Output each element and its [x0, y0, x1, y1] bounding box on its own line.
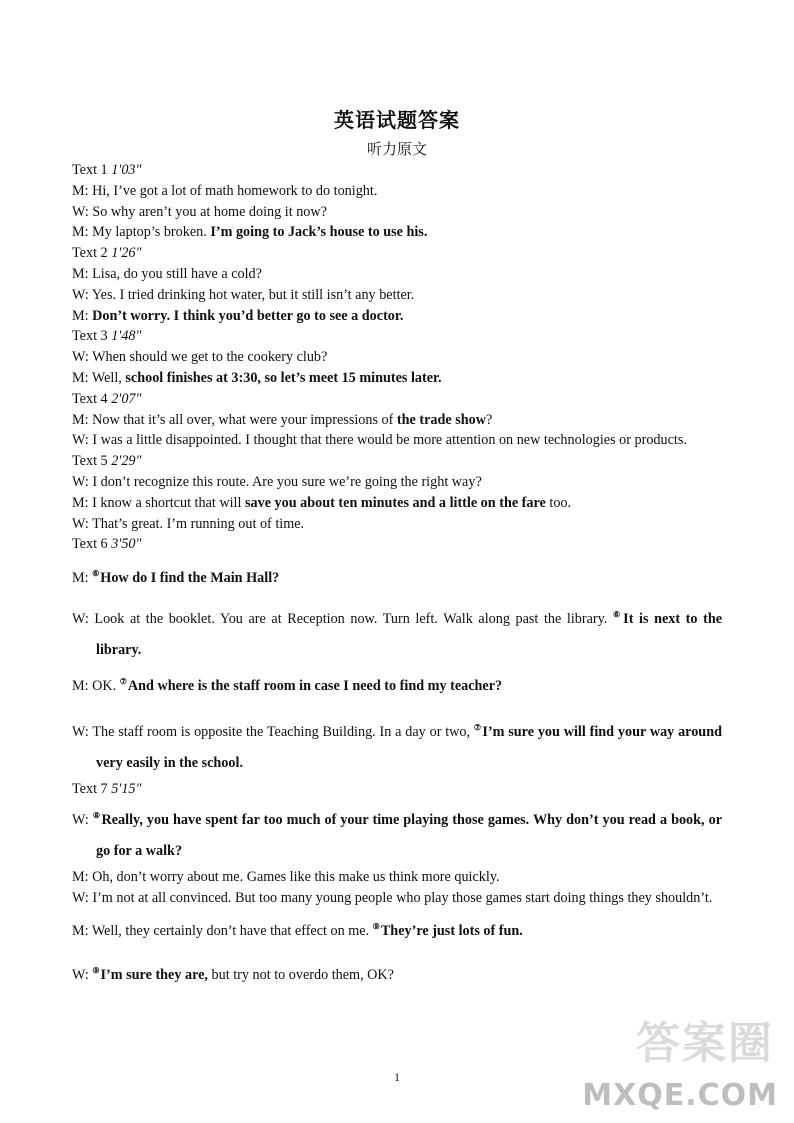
question-marker: ⑨ — [92, 966, 100, 976]
dialogue-line: W: Look at the booklet. You are at Reception now. Turn left. Walk along past the library. ⑥It is next to the library. — [72, 609, 723, 658]
transcript-body — [72, 160, 722, 986]
question-marker: ⑦ — [119, 676, 127, 686]
dialogue-line: M: Don’t worry. I think you’d better go to see a doctor. — [72, 307, 404, 324]
question-marker: ⑥ — [612, 609, 623, 619]
question-marker: ⑧ — [92, 810, 101, 820]
page-number: 1 — [394, 1070, 400, 1084]
page-subtitle: 听力原文 — [366, 140, 427, 158]
dialogue-line: M: ⑥How do I find the Main Hall? — [72, 569, 280, 587]
section-label-text-5: Text 5 2'29" — [72, 453, 142, 470]
dialogue-line: W: ⑧Really, you have spent far too much of your time playing those games. Why don’t you read a book, or go for a walk? — [72, 810, 723, 859]
section-label-text-4: Text 4 2'07" — [72, 390, 142, 407]
section-label-text-6: Text 6 3'50" — [72, 536, 142, 553]
dialogue-line: W: I was a little disappointed. I thought that there would be more attention on new technologies or products. — [72, 432, 687, 449]
dialogue-line: W: Yes. I tried drinking hot water, but it still isn’t any better. — [72, 286, 415, 303]
dialogue-line: W: I don’t recognize this route. Are you sure we’re going the right way? — [72, 473, 482, 490]
dialogue-line: W: So why aren’t you at home doing it now? — [72, 203, 327, 220]
dialogue-line: W: When should we get to the cookery club? — [72, 349, 328, 366]
section-label-text-2: Text 2 1'26" — [72, 245, 142, 262]
watermark-text: MXQE.COM — [582, 1078, 778, 1113]
dialogue-line: W: ⑨I’m sure they are, but try not to overdo them, OK? — [72, 966, 394, 984]
watermark-logo: 答案圈 — [636, 1018, 774, 1069]
dialogue-line: M: Lisa, do you still have a cold? — [72, 265, 262, 282]
section-label-text-1: Text 1 1'03" — [72, 162, 142, 178]
dialogue-line: M: Oh, don’t worry about me. Games like this make us think more quickly. — [72, 868, 500, 885]
dialogue-line: W: I’m not at all convinced. But too many young people who play those games start doing things they shouldn’t. — [72, 889, 713, 906]
dialogue-line: M: I know a shortcut that will save you about ten minutes and a little on the fare too. — [72, 494, 572, 511]
dialogue-line: W: That’s great. I’m running out of time. — [72, 515, 305, 532]
question-marker: ⑦ — [473, 722, 482, 732]
question-marker: ⑨ — [372, 922, 380, 932]
dialogue-line: M: Now that it’s all over, what were your impressions of the trade show? — [72, 411, 493, 428]
dialogue-line: M: Well, school finishes at 3:30, so let’s meet 15 minutes later. — [72, 369, 442, 386]
question-marker: ⑥ — [92, 569, 100, 579]
dialogue-line: M: OK. ⑦And where is the staff room in case I need to find my teacher? — [72, 676, 503, 694]
section-label-text-7: Text 7 5'15" — [72, 780, 142, 797]
dialogue-line: W: The staff room is opposite the Teaching Building. In a day or two, ⑦I’m sure you will find your way around very easily in the school. — [72, 722, 722, 771]
page-title: 英语试题答案 — [334, 108, 460, 132]
section-label-text-3: Text 3 1'48" — [72, 328, 142, 345]
dialogue-line: M: Hi, I’ve got a lot of math homework to do tonight. — [72, 182, 378, 199]
dialogue-line: M: My laptop’s broken. I’m going to Jack’s house to use his. — [72, 224, 428, 241]
dialogue-line: M: Well, they certainly don’t have that effect on me. ⑨They’re just lots of fun. — [72, 922, 523, 940]
